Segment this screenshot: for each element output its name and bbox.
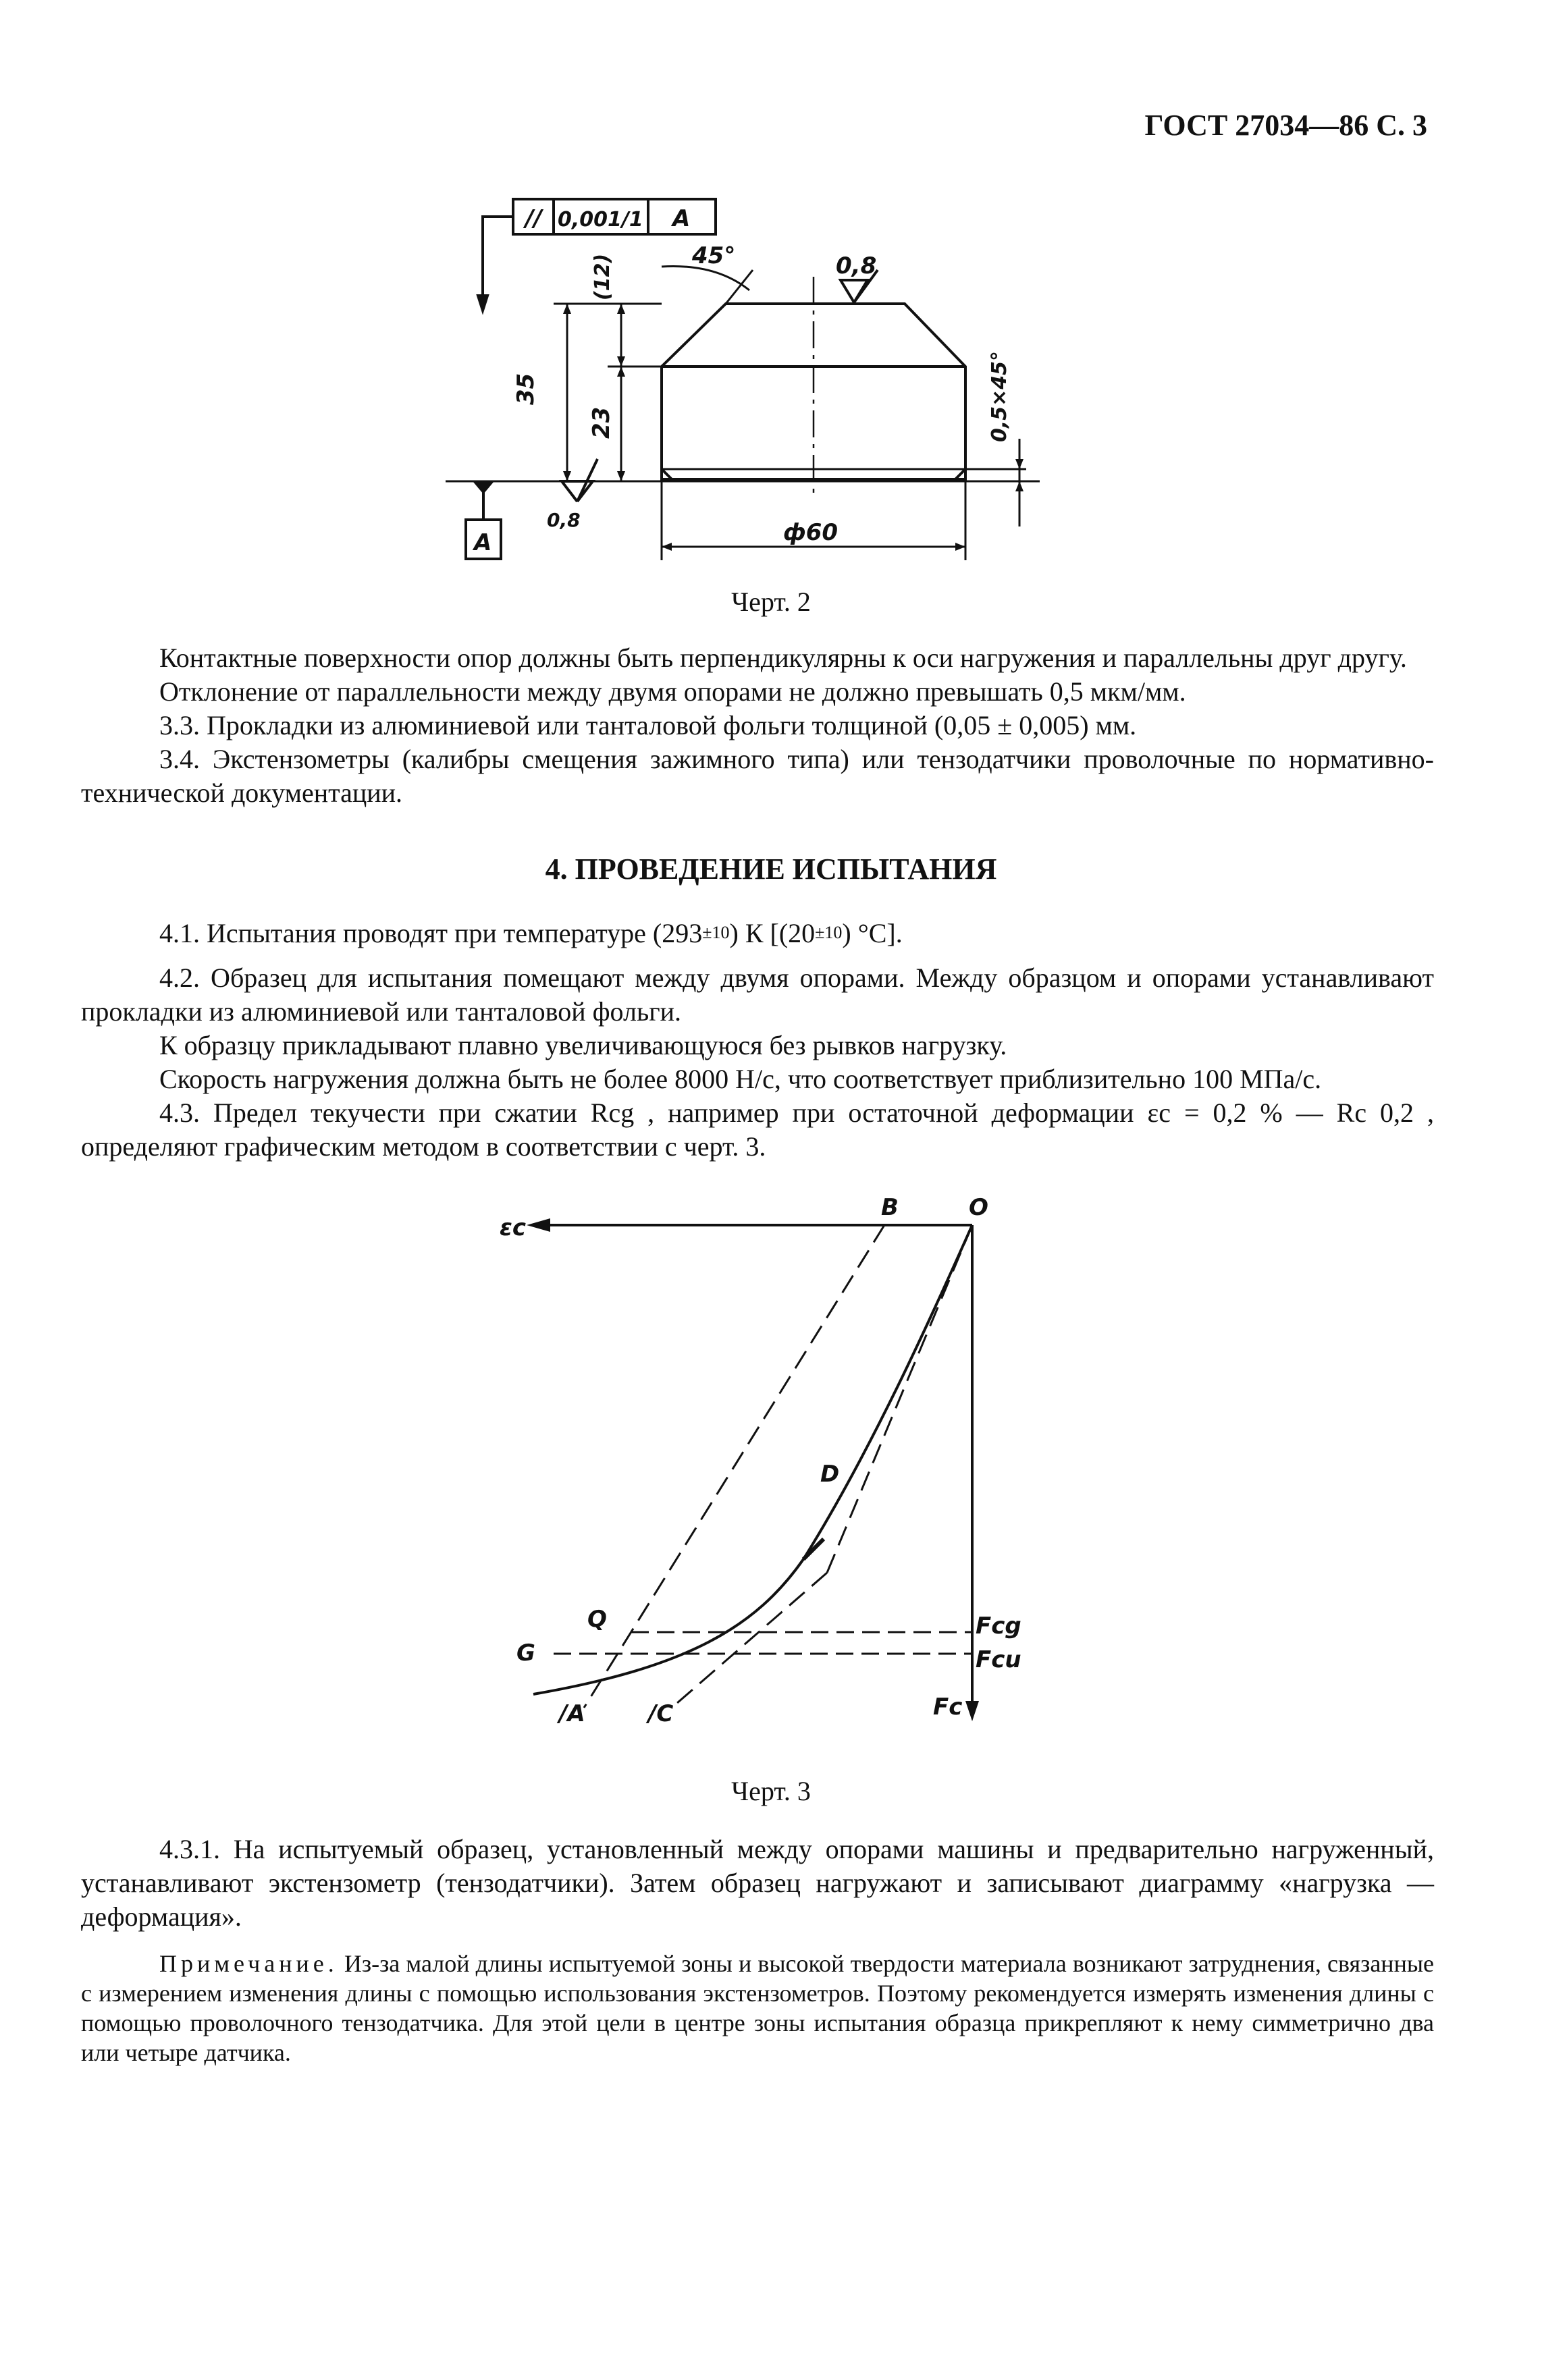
p41-part: 4.1. Испытания проводят при температуре (293 [159,918,703,948]
dim-total: 35 [512,373,539,405]
p41-part: ) °С]. [842,918,903,948]
label-Fcu: Fcu [976,1646,1021,1673]
text-block-top [81,641,1434,810]
figure-2-caption: Черт. 2 [731,587,811,617]
frame-parallel-symbol: // [525,205,542,232]
note-text: Из-за малой длины испытуемой зоны и высокой твердости материала возникают затруднения, связанные с измерением изменения длины с помощью использования экстензометров. Поэтому рекомендуется измерять изменения длины с помощью проволочного тензодатчика. Для этой цели в центре зоны испытания образца прикрепляют к нему симметрично два или четыре датчика. [81,1950,1434,2066]
figure-3-diagram [486,1195,1040,1735]
paragraph: 3.3. Прокладки из алюминиевой или танталовой фольги толщиной (0,05 ± 0,005) мм. [159,710,1137,740]
force-arrow [965,1701,979,1721]
point-G: G [516,1640,535,1667]
offset-line-A [584,1225,884,1708]
roughness-top-label: 0,8 [836,252,877,279]
frame-tolerance-value: 0,001/1 [558,208,643,232]
paragraph-4-3-1: 4.3.1. На испытуемый образец, установленный между опорами машины и предварительно нагруженный, устанавливают экстензометр (тензодатчики). Затем образец нагружают и записывают диаграмму «нагрузка — деформация». [81,1834,1434,1932]
figure-2 [432,182,1053,574]
paragraph-4-1 [81,916,1434,950]
figure-3-caption: Черт. 3 [731,1776,811,1806]
leader-arrow [478,296,487,310]
figure-3 [486,1195,1040,1735]
roughness-bottom-label: 0,8 [547,509,581,531]
point-A: /A [559,1700,585,1727]
figure-2-drawing [432,182,1053,574]
offset-line-C [827,1225,972,1573]
paragraph: Отклонение от параллельности между двумя опорами не должно превышать 0,5 мкм/мм. [159,676,1186,707]
paragraph: Скорость нагружения должна быть не более 8000 Н/с, что соответствует приблизительно 100 МПа/с. [159,1064,1322,1094]
p41-tolerance: ±10 [702,923,730,942]
note-label: Примечание. [159,1950,338,1977]
p41-part: ) К [(20 [729,918,816,948]
paragraph: 4.2. Образец для испытания помещают между двумя опорами. Между образцом и опорами устанавливают прокладки из алюминиевой или танталовой фольги. [81,963,1434,1027]
note-paragraph [81,1949,1434,2067]
label-Fcg: Fcg [976,1613,1021,1640]
text-block-section4 [81,916,1434,1164]
dim-arrow [563,304,571,314]
paragraph: 4.3. Предел текучести при сжатии Rcg , например при остаточной деформации εc = 0,2 % — Rc 0,2 , определяют графическим методом в соответствии с черт. 3. [81,1098,1434,1162]
epsilon-arrow [527,1218,550,1232]
point-D: D [820,1461,840,1488]
point-Q: Q [587,1606,607,1633]
text-block-bottom [81,1833,1434,2067]
p41-tolerance: ±10 [815,923,843,942]
frame-datum-letter: A [672,205,691,232]
dim-chamfer-side: 0,5×45° [988,350,1011,442]
paragraph: Контактные поверхности опор должны быть перпендикулярны к оси нагружения и параллельны друг другу. [159,643,1407,673]
point-C: /C [648,1700,674,1727]
angle-label: 45° [692,242,736,269]
paragraph: 3.4. Экстензометры (калибры смещения зажимного типа) или тензодатчики проволочные по нормативно-технической документации. [81,744,1434,808]
document-header: ГОСТ 27034—86 С. 3 [1144,109,1427,142]
point-O: O [969,1195,988,1221]
point-B: B [881,1195,899,1221]
datum-letter: A [474,529,492,556]
datum-triangle [473,481,494,494]
section-title: 4. ПРОВЕДЕНИЕ ИСПЫТАНИЯ [545,853,997,886]
paragraph: К образцу прикладывают плавно увеличивающуюся без рывков нагрузку. [159,1030,1007,1060]
label-Fc: Fc [933,1694,963,1721]
dim-body: 23 [588,406,615,439]
dim-diameter: ф60 [783,519,839,546]
epsilon-label: εc [500,1214,527,1241]
dim-chamfer-top: (12) [591,253,614,300]
